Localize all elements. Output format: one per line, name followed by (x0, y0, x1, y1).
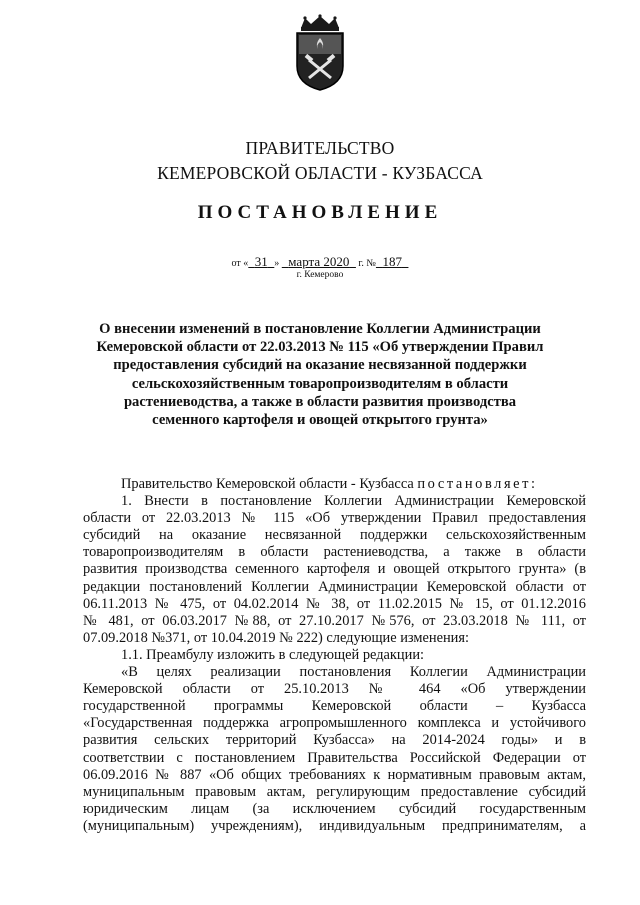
body-line: 1.1. Преамбулу изложить в следующей редакции: (121, 646, 425, 663)
title-line: предоставления субсидий на оказание несвязанной поддержки (113, 357, 527, 374)
title-line: Кемеровской области от 22.03.2013 № 115 «Об утверждении Правил (96, 339, 544, 356)
body-line: 07.09.2018 №371, от 10.04.2019 № 222) следующие изменения: (83, 629, 470, 646)
body-line: государственной программы Кемеровской области – Кузбасса (83, 698, 586, 715)
government-name-line1: ПРАВИТЕЛЬСТВО (245, 138, 395, 158)
title-line: растениеводства, а также в области развития производства (123, 393, 517, 410)
city: г. Кемерово (296, 270, 344, 280)
year-suffix: г. (358, 258, 364, 269)
body-line: редакции постановлений Коллегии Администрации Кемеровской области от (83, 578, 586, 595)
date-mid: » (274, 258, 280, 269)
title-line: сельскохозяйственным товаропроизводителям в области (131, 375, 509, 392)
body-line: развития производства семенного картофеля и овощей открытого грунта» (в (83, 561, 586, 578)
body-line: «В целях реализации постановления Коллегии Администрации (121, 664, 586, 681)
preamble: Правительство Кемеровской области - Кузбасса постановляет: (121, 476, 538, 492)
document-number: 187 (382, 254, 402, 269)
body-line: № 481, от 06.03.2017 №88, от 27.10.2017 №576, от 23.03.2018 № 111, от (83, 612, 586, 629)
document-type: ПОСТАНОВЛЕНИЕ (197, 202, 443, 223)
body-line: муниципальным правовым актам, регулирующим предоставление субсидий (83, 783, 586, 800)
body-line: товаропроизводителям в области растениеводства, а также в области (83, 544, 586, 561)
body-line: развития сельских территорий Кузбасса» на 2014-2024 годы» и в (83, 732, 586, 749)
body-line: «Государственная поддержка агропромышленного комплекса и устойчивого (83, 715, 586, 732)
body-line: Кемеровской области от 25.10.2013 № 464 «Об утверждении (83, 681, 586, 698)
body-line: (муниципальным) учреждениям), индивидуальным предпринимателям, а (83, 817, 586, 834)
body-line: 06.09.2016 № 887 «Об общих требованиях к нормативным правовым актам, (83, 766, 586, 783)
body-line: соответствии с постановлением Правительства Российской Федерации от (83, 749, 586, 766)
body-line: юридическим лицам (за исключением субсидий государственным (83, 800, 586, 817)
body-line: субсидий на оказание несвязанной поддержки сельскохозяйственным (83, 527, 586, 544)
kuzbass-coat-of-arms-icon (291, 14, 349, 92)
date-day: 31 (254, 254, 268, 269)
body-line: 06.11.2013 № 475, от 04.02.2014 № 38, от 11.02.2015 № 15, от 01.12.2016 (83, 595, 586, 612)
body-line: области от 22.03.2013 № 115 «Об утверждении Правил предоставления (83, 510, 586, 527)
body-line: 1. Внести в постановление Коллегии Администрации Кемеровской (121, 493, 586, 510)
date-prefix: от « (231, 258, 249, 269)
date-month-year: марта 2020 (288, 254, 350, 269)
document-title (80, 320, 560, 429)
title-line: семенного картофеля и овощей открытого грунта» (152, 412, 488, 429)
date-number-line (0, 254, 640, 270)
document-body (83, 476, 586, 835)
title-line: О внесении изменений в постановление Коллегии Администрации (99, 321, 541, 337)
number-label: № (366, 258, 376, 269)
government-name-line2: КЕМЕРОВСКОЙ ОБЛАСТИ - КУЗБАССА (157, 163, 483, 183)
